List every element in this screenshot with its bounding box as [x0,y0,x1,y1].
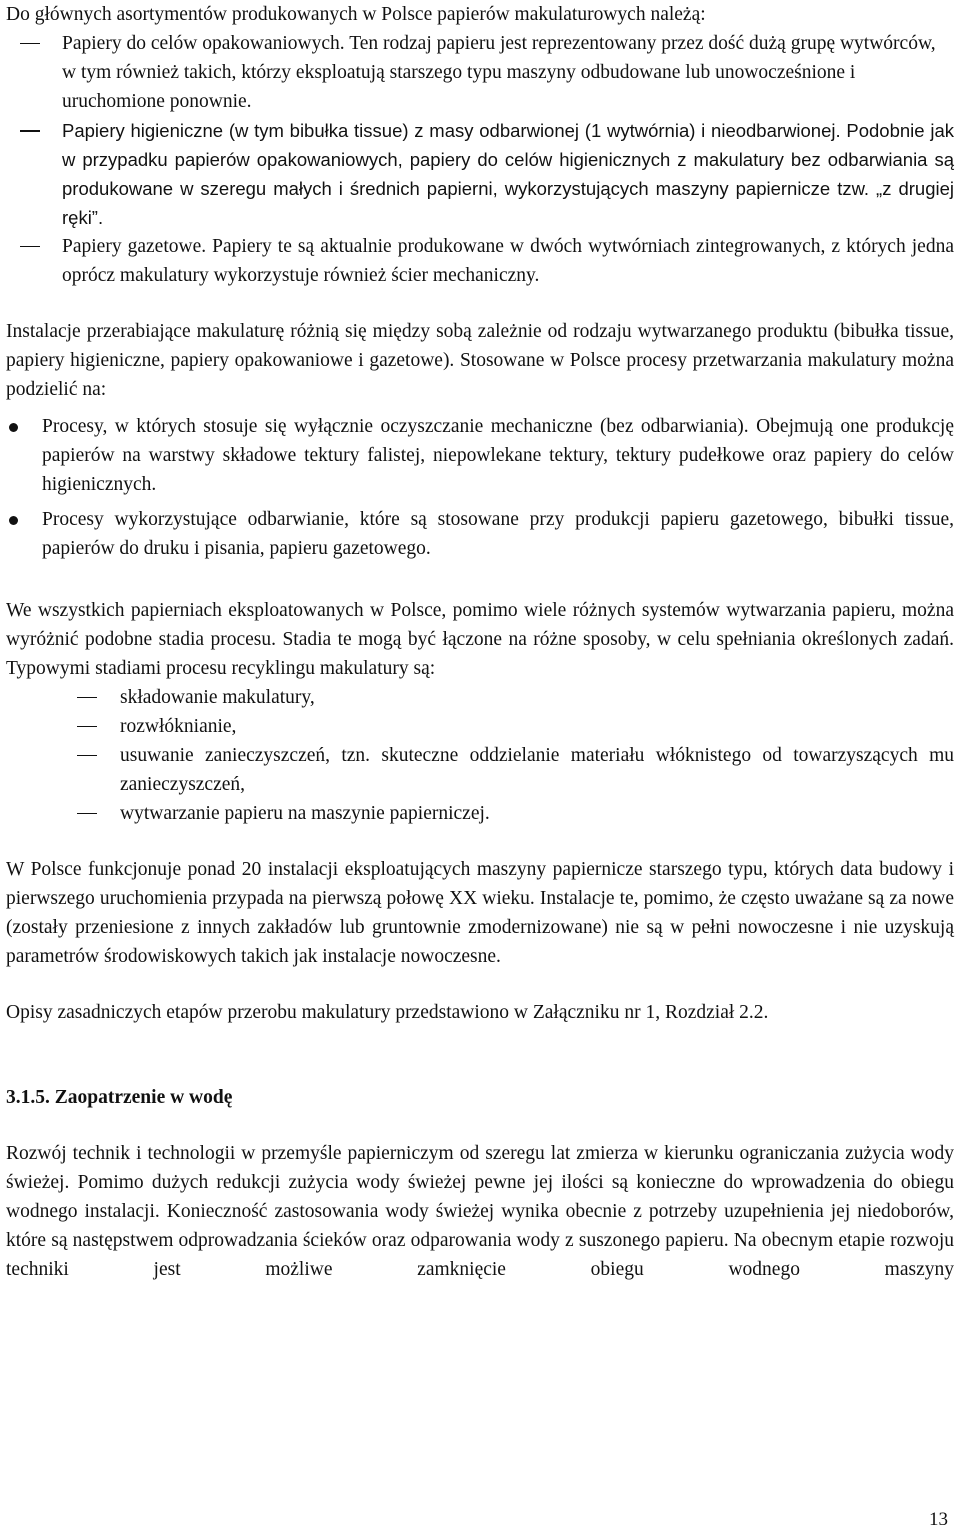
list-item [0,683,954,712]
dash-marker [20,232,40,261]
dash-marker [20,29,40,58]
spacer [0,404,960,412]
list-item-text: składowanie makulatury, [120,687,315,708]
process-list [0,412,960,563]
list-item [0,712,954,741]
page-number: 13 [929,1509,948,1530]
bullet-marker [9,423,18,432]
list-item-text: Procesy wykorzystujące odbarwianie, które są stosowane przy produkcji papieru gazetowego, bibułki tissue, papierów do druku i pisania, papieru gazetowego. [42,509,954,559]
list-item [0,799,954,828]
list-item [0,116,954,232]
dash-marker [77,683,97,712]
list-item-text: wytwarzanie papieru na maszynie papierniczej. [120,803,490,824]
assortment-list [0,29,960,290]
list-item-text: Papiery gazetowe. Papiery te są aktualnie produkowane w dwóch wytwórniach zintegrowanych, z których jedna oprócz makulatury wykorzystuje również ścier mechaniczny. [62,236,954,286]
dash-marker [77,741,97,770]
spacer [0,1112,960,1139]
spacer [0,828,960,855]
spacer [0,971,960,998]
list-item-text: Papiery higieniczne (w tym bibułka tissue) z masy odbarwionej (1 wytwórnia) i nieodbarwionej. Podobnie jak w przypadku papierów opakowaniowych, papiery do celów higienicznych z makulatury bez odbarwiania są produkowane w szeregu małych i średnich papierni, wykorzystujących maszyny papiernicze tzw. „z drugiej ręki”. [62,120,954,228]
spacer [0,290,960,317]
installations-paragraph: Instalacje przerabiające makulaturę różnią się między sobą zależnie od rodzaju wytwarzanego produktu (bibułka tissue, papiery higieniczne, papiery opakowaniowe i gazetowe). Stosowane w Polsce procesy przetwarzania makulatury można podzielić na: [6,321,954,400]
section-heading: 3.1.5. Zaopatrzenie w wodę [6,1087,233,1108]
list-item [0,232,954,290]
dash-marker [77,799,97,828]
dash-marker [20,116,40,145]
spacer [0,1027,960,1083]
list-item [0,29,954,116]
list-item-text: Papiery do celów opakowaniowych. Ten rodzaj papieru jest reprezentowany przez dość dużą grupę wytwórców, w tym również takich, którzy eksploatują starszego typu maszyny odbudowane lub unowocześnione i uruchomione ponownie. [62,33,936,112]
list-item-text: usuwanie zanieczyszczeń, tzn. skuteczne oddzielanie materiału włóknistego od towarzyszących mu zanieczyszczeń, [120,745,954,795]
spacer [0,569,960,596]
list-item [0,505,954,563]
list-item-text: Procesy, w których stosuje się wyłącznie oczyszczanie mechaniczne (bez odbarwiania). Obejmują one produkcję papierów na warstwy składowe tektury falistej, niepowlekane tektury, tektury pudełkowe oraz papiery do celów higienicznych. [42,416,954,495]
descriptions-paragraph: Opisy zasadniczych etapów przerobu makulatury przedstawiono w Załączniku nr 1, Rozdział 2.2. [6,1002,769,1023]
list-item [0,412,954,499]
list-item [0,741,954,799]
list-item-text: rozwłóknianie, [120,716,237,737]
intro-paragraph: Do głównych asortymentów produkowanych w Polsce papierów makulaturowych należą: [6,4,706,25]
bullet-marker [9,516,18,525]
stages-list [0,683,960,828]
stages-paragraph: We wszystkich papierniach eksploatowanych w Polsce, pomimo wiele różnych systemów wytwarzania papieru, można wyróżnić podobne stadia procesu. Stadia te mogą być łączone na różne sposoby, w celu spełniania określonych zadań. Typowymi stadiami procesu recyklingu makulatury są: [6,600,954,679]
water-paragraph: Rozwój technik i technologii w przemyśle papierniczym od szeregu lat zmierza w kierunku ograniczania zużycia wody świeżej. Pomimo dużych redukcji zużycia wody świeżej pewne jej ilości są konieczne do wprowadzenia do obiegu wodnego instalacji. Konieczność zastosowania wody świeżej wynika obecnie z potrzeby uzupełnienia jej niedoborów, które są następstwem odprowadzania ścieków oraz odparowania wody z suszonego papieru. Na obecnym etapie rozwoju techniki jest możliwe zamknięcie obiegu wodnego maszyny [6,1143,954,1280]
installations-poland-paragraph: W Polsce funkcjonuje ponad 20 instalacji eksploatujących maszyny papiernicze starszego typu, których data budowy i pierwszego uruchomienia przypada na pierwszą połowę XX wieku. Instalacje te, pomimo, że często uważane są za nowe (zostały przeniesione z innych zakładów lub gruntownie zmodernizowane) nie są w pełni nowoczesne i nie uzyskują parametrów środowiskowych takich jak instalacje nowoczesne. [6,859,954,967]
dash-marker [77,712,97,741]
